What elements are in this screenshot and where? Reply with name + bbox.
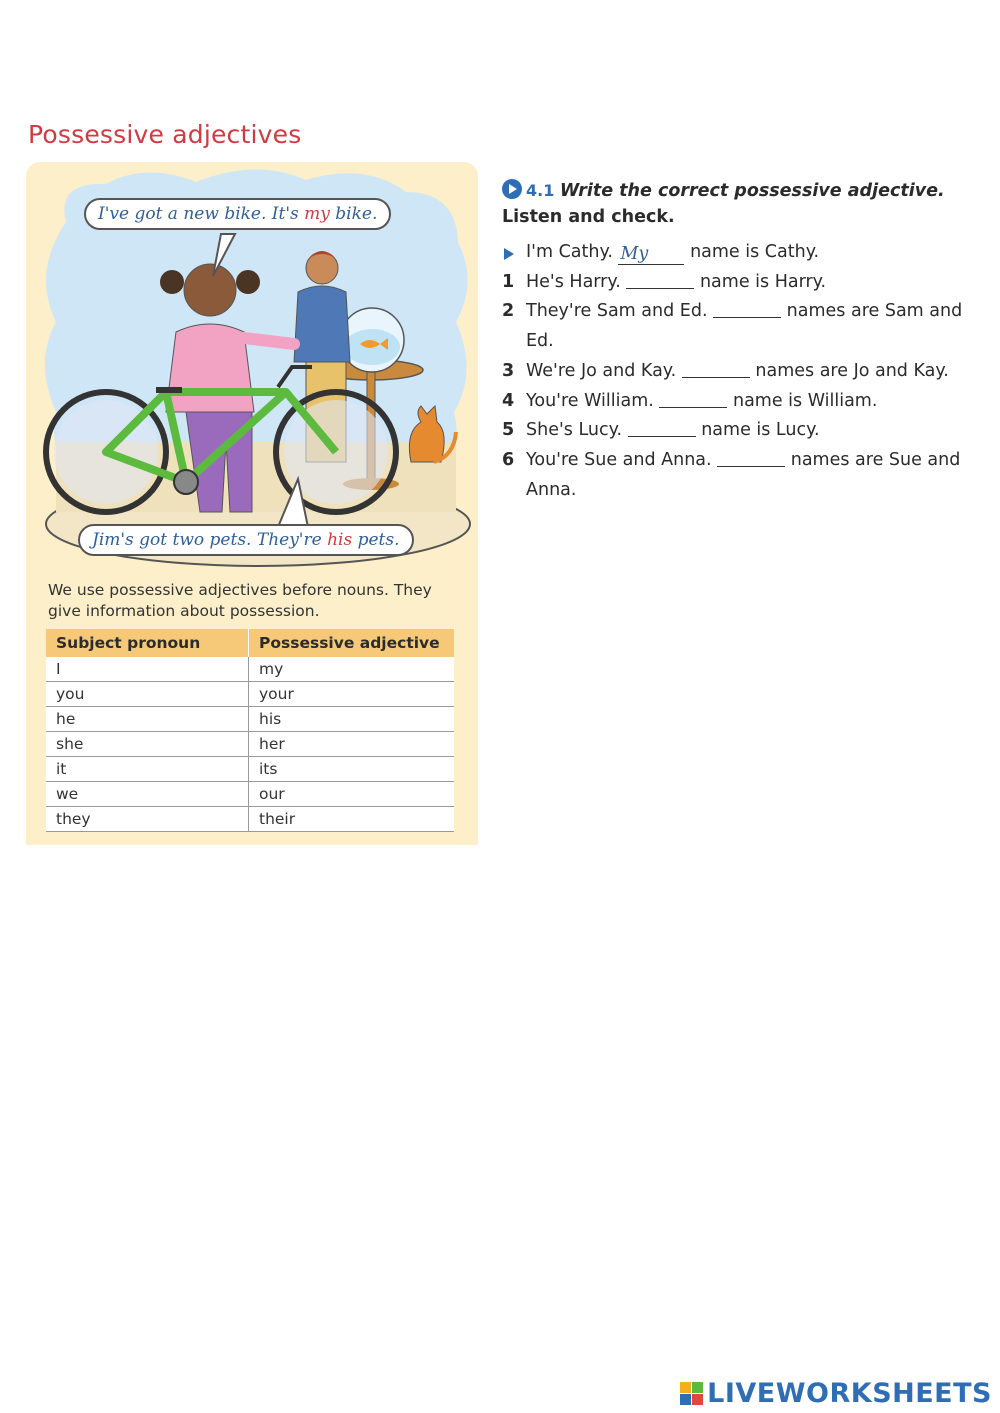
exercise-list [502,238,992,505]
exercise-subinstruction: Listen and check. [502,207,675,227]
logo-text: LIVEWORKSHEETS [707,1378,992,1409]
possessive-adjective-cell: their [249,807,455,832]
column-header: Possessive adjective [249,629,455,657]
example-item: I'm Cathy. My name is Cathy. [502,238,992,268]
possessive-adjective-cell: your [249,682,455,707]
table-row [46,682,454,707]
pronoun-table [46,629,454,832]
list-item: 1 He's Harry. name is Harry. [502,271,827,292]
possessive-adjective-cell: my [249,657,455,682]
table-row [46,757,454,782]
speech-bubble-girl: I've got a new bike. It's my bike. [84,198,391,230]
audio-play-icon[interactable] [502,179,522,199]
list-item: 6 You're Sue and Anna. names are Sue and Anna. [502,449,961,500]
exercise-instruction: Write the correct possessive adjective. [559,181,945,201]
speech-bubble-pets: Jim's got two pets. They're his pets. [78,524,414,556]
table-header-row [46,629,454,657]
column-header: Subject pronoun [46,629,249,657]
subject-pronoun-cell: they [46,807,249,832]
subject-pronoun-cell: you [46,682,249,707]
exercise-number: 4.1 [526,181,555,200]
grammar-panel [26,162,478,845]
table-row [46,657,454,682]
answer-blank[interactable] [626,270,694,289]
table-row [46,732,454,757]
grammar-note: We use possessive adjectives before nouns. They give information about possession. [48,581,432,620]
list-item: 4 You're William. name is William. [502,390,878,411]
subject-pronoun-cell: I [46,657,249,682]
answer-blank[interactable] [659,389,727,408]
subject-pronoun-cell: we [46,782,249,807]
possessive-adjective-cell: his [249,707,455,732]
answer-blank[interactable] [713,299,781,318]
list-item: 5 She's Lucy. name is Lucy. [502,420,820,441]
answer-blank[interactable] [628,418,696,437]
possessive-adjective-cell: its [249,757,455,782]
subject-pronoun-cell: it [46,757,249,782]
possessive-adjective-cell: our [249,782,455,807]
answer-blank[interactable] [717,448,785,467]
table-row [46,707,454,732]
subject-pronoun-cell: he [46,707,249,732]
liveworksheets-logo [680,1378,992,1409]
table-row [46,807,454,832]
list-item: 3 We're Jo and Kay. names are Jo and Kay. [502,360,949,381]
exercise-section [502,178,992,505]
exercise-heading [502,178,992,230]
subject-pronoun-cell: she [46,732,249,757]
page-title: Possessive adjectives [28,120,302,149]
logo-mark-icon [680,1382,703,1405]
possessive-adjective-cell: her [249,732,455,757]
example-arrow-icon [504,248,514,260]
answer-blank[interactable] [682,359,750,378]
list-item: 2 They're Sam and Ed. names are Sam and Ed. [502,301,963,352]
table-row [46,782,454,807]
example-answer: My [618,244,684,265]
